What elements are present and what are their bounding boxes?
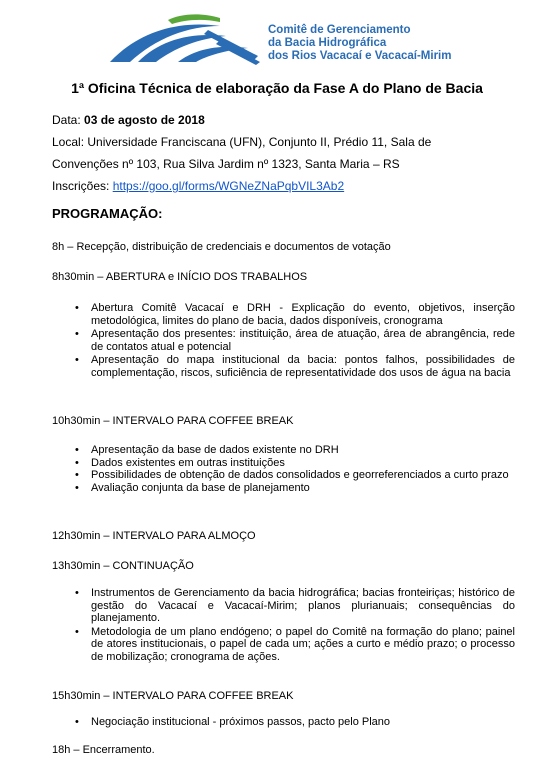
org-line-1: Comitê de Gerenciamento [268, 24, 411, 36]
list-item: • Negociação institucional - próximos passos, pacto pelo Plano [75, 716, 515, 729]
registration-line [52, 175, 512, 197]
committee-logo-icon [108, 10, 268, 68]
list-item: • Apresentação do mapa institucional da bacia: pontos falhos, possibilidades de complementação, riscos, suficiência de representatividade dos usos de água na bacia [75, 354, 515, 379]
list-item: • Apresentação da base de dados existente no DRH [75, 444, 515, 457]
registration-label: Inscrições: [52, 179, 113, 193]
coffee-break-list [75, 444, 515, 494]
schedule-item-18h: 18h – Encerramento. [52, 744, 155, 756]
local-line-1: Local: Universidade Franciscana (UFN), Conjunto II, Prédio 11, Sala de [52, 135, 432, 149]
schedule-item-10h30: 10h30min – INTERVALO PARA COFFEE BREAK [52, 415, 294, 427]
list-item: • Apresentação dos presentes: instituição, área de atuação, área de abrangência, rede de contatos atual e potencial [75, 328, 515, 353]
list-item: • Instrumentos de Gerenciamento da bacia hidrográfica; bacias fronteiriças; histórico de gestão do Vacacaí e Vacacaí-Mirim; planos plurianuais; consequências do planejamento. [75, 587, 515, 625]
org-line-3: dos Rios Vacacaí e Vacacaí-Mirim [268, 50, 452, 62]
org-line-2: da Bacia Hidrográfica [268, 37, 387, 49]
list-item: • Avaliação conjunta da base de planejamento [75, 482, 515, 495]
list-item: • Metodologia de um plano endógeno; o papel do Comitê na formação do plano; painel de atores institucionais, o papel de cada um; ações a curto e médio prazo; o processo de mobilização; cronograma de ações. [75, 626, 515, 664]
header [0, 0, 554, 72]
schedule-item-12h30: 12h30min – INTERVALO PARA ALMOÇO [52, 530, 256, 542]
programacao-heading: PROGRAMAÇÃO: [52, 206, 163, 221]
date-value: 03 de agosto de 2018 [84, 113, 205, 127]
continuation-list [75, 587, 515, 663]
schedule-item-13h30: 13h30min – CONTINUAÇÃO [52, 560, 194, 572]
registration-link[interactable]: https://goo.gl/forms/WGNeZNaPqbVIL3Ab2 [112, 179, 345, 193]
schedule-item-15h30: 15h30min – INTERVALO PARA COFFEE BREAK [52, 690, 294, 702]
list-item: • Dados existentes em outras instituições [75, 457, 515, 470]
document-title: 1ª Oficina Técnica de elaboração da Fase A do Plano de Bacia [71, 80, 483, 96]
date-label: Data: [52, 113, 85, 127]
schedule-item-8h30: 8h30min – ABERTURA e INÍCIO DOS TRABALHOS [52, 271, 308, 283]
list-item: • Possibilidades de obtenção de dados consolidados e georreferenciados a curto prazo [75, 469, 515, 482]
negotiation-list [75, 716, 515, 729]
event-info [52, 109, 512, 197]
schedule-item-8h: 8h – Recepção, distribuição de credenciais e documentos de votação [52, 241, 391, 253]
organization-name [268, 24, 451, 63]
list-item: • Abertura Comitê Vacacaí e DRH - Explicação do evento, objetivos, inserção metodológica, limites do plano de bacia, dados disponíveis, cronograma [75, 302, 515, 327]
opening-list [75, 302, 515, 379]
date-line [52, 109, 512, 131]
local-line-2: Convenções nº 103, Rua Silva Jardim nº 1323, Santa Maria – RS [52, 157, 400, 171]
